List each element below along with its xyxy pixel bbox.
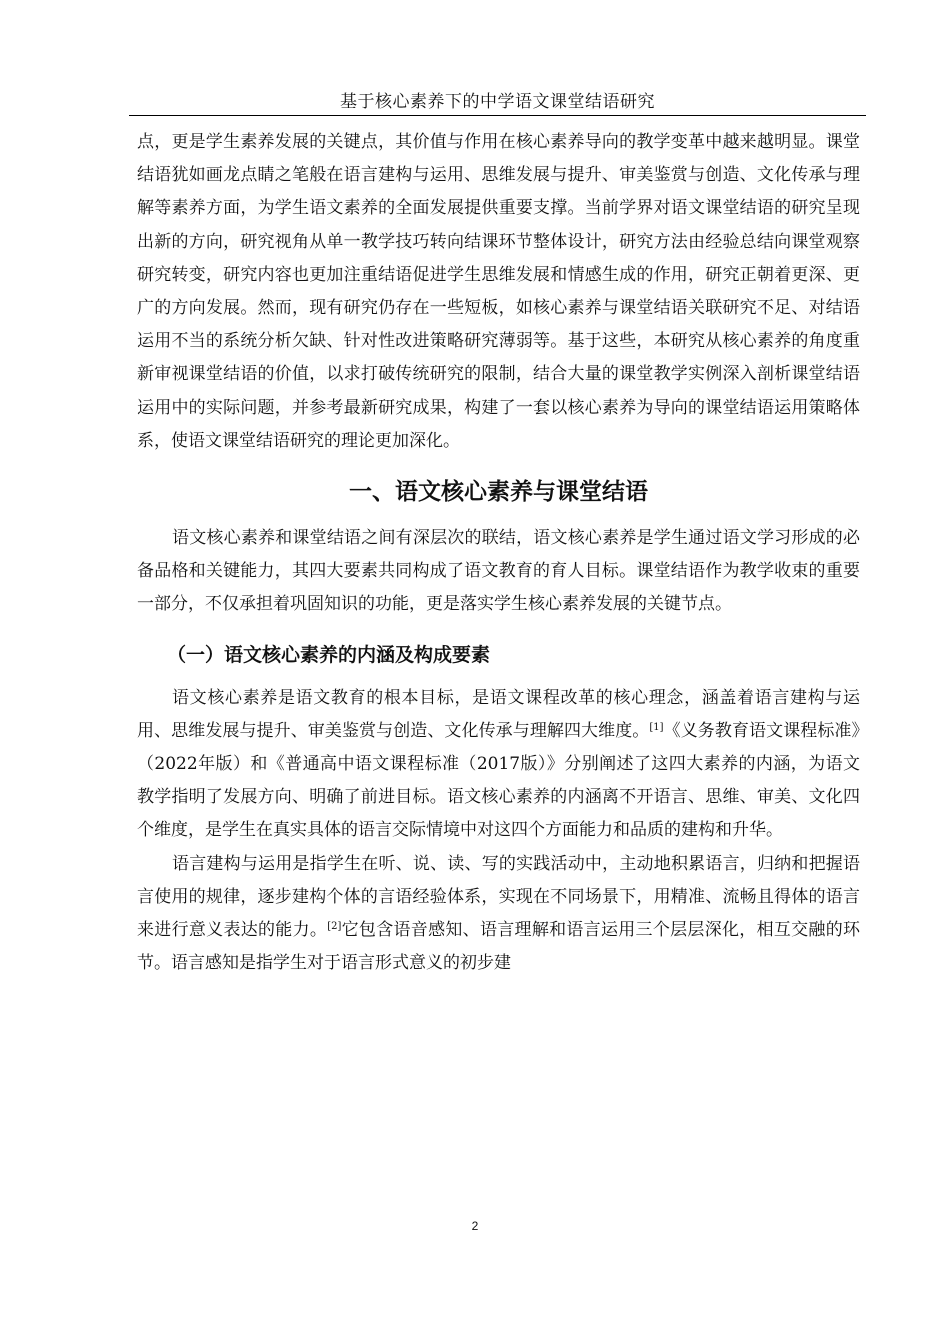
section-paragraph: 语文核心素养和课堂结语之间有深层次的联结，语文核心素养是学生通过语文学习形成的必备品格和关键能力，其四大要素共同构成了语文教育的育人目标。课堂结语作为教学收束的重要一部分，不仅承担着巩固知识的功能，更是落实学生核心素养发展的关键节点。 (137, 528, 860, 615)
running-header: 基于核心素养下的中学语文课堂结语研究 (340, 92, 655, 112)
page-body (137, 126, 860, 980)
core-literacy-text-1: 语文核心素养是语文教育的根本目标，是语文课程改革的核心理念，涵盖着语言建构与运用、思维发展与提升、审美鉴赏与创造、文化传承与理解四大维度。 (137, 687, 860, 741)
section-heading: 一、语文核心素养与课堂结语 (349, 479, 648, 506)
header-divider (129, 115, 866, 116)
language-construction-text-1: 语言建构与运用是指学生在听、说、读、写的实践活动中，主动地积累语言，归纳和把握语言使用的规律，逐步建构个体的言语经验体系，实现在不同场景下，用精准、流畅且得体的语言来进行意义表达的能力。 (137, 853, 860, 941)
language-construction-text-2: 它包含语音感知、语言理解和语言运用三个层层深化，相互交融的环节。语言感知是指学生对于语言形式意义的初步建 (137, 920, 861, 974)
intro-paragraph: 点，更是学生素养发展的关键点，其价值与作用在核心素养导向的教学变革中越来越明显。课堂结语犹如画龙点睛之笔般在语言建构与运用、思维发展与提升、审美鉴赏与创造、文化传承与理解等素养方面，为学生语文素养的全面发展提供重要支撑。当前学界对语文课堂结语的研究呈现出新的方向，研究视角从单一教学技巧转向结课环节整体设计，研究方法由经验总结向课堂观察研究转变，研究内容也更加注重结语促进学生思维发展和情感生成的作用，研究正朝着更深、更广的方向发展。然而，现有研究仍存在一些短板，如核心素养与课堂结语关联研究不足、对结语运用不当的系统分析欠缺、针对性改进策略研究薄弱等。基于这些，本研究从核心素养的角度重新审视课堂结语的价值，以求打破传统研究的限制，结合大量的课堂教学实例深入剖析课堂结语运用中的实际问题，并参考最新研究成果，构建了一套以核心素养为导向的课堂结语运用策略体系，使语文课堂结语研究的理论更加深化。 (137, 132, 860, 451)
citation-2[interactable]: [2] (327, 921, 342, 933)
citation-1[interactable]: [1] (649, 721, 664, 733)
language-construction-paragraph (137, 848, 860, 981)
page-number: 2 (471, 1219, 479, 1233)
core-literacy-paragraph (137, 682, 860, 848)
core-literacy-text-2: 《义务教育语文课程标准》（2022年版）和《普通高中语文课程标准（2017版）》分别阐述了这四大素养的内涵，为语文教学指明了发展方向、明确了前进目标。语文核心素养的内涵离不开语言、思维、审美、文化四个维度，是学生在真实具体的语言交际情境中对这四个方面能力和品质的建构和升华。 (137, 720, 861, 841)
subsection-heading: （一）语文核心素养的内涵及构成要素 (167, 643, 491, 666)
